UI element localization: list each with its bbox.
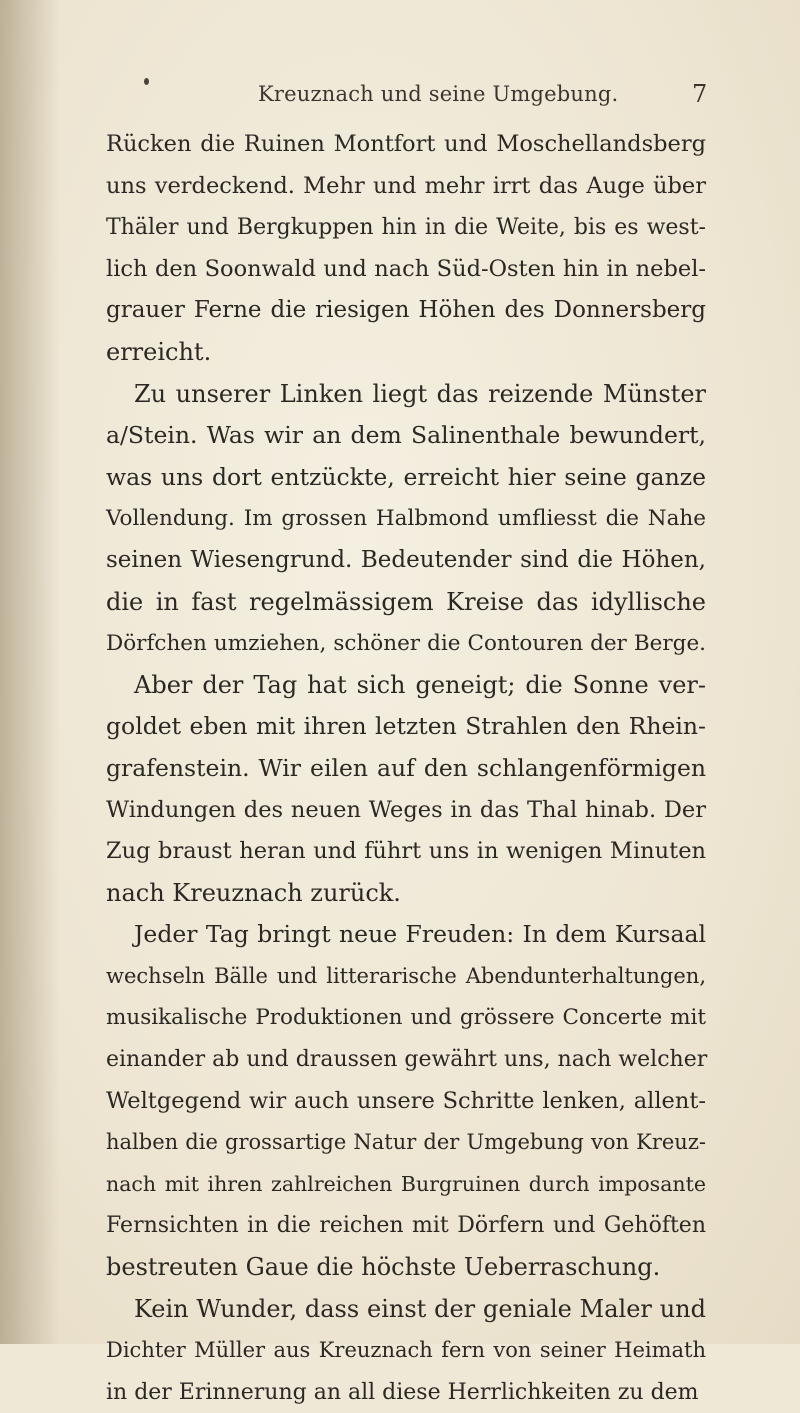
- text-line: Dichter Müller aus Kreuznach fern von seiner Heimath: [106, 1338, 706, 1363]
- text-line: was uns dort entzückte, erreicht hier seine ganze: [106, 462, 706, 491]
- text-line: erreicht.: [106, 337, 212, 366]
- text-line: Zug braust heran und führt uns in wenigen Minuten: [106, 838, 706, 865]
- text-line: Kein Wunder, dass einst der geniale Maler und: [134, 1294, 706, 1323]
- text-line: Thäler und Bergkuppen hin in die Weite, bis es west-: [106, 215, 706, 241]
- text-line: grafenstein. Wir eilen auf den schlangenförmigen: [106, 753, 706, 782]
- text-line: Jeder Tag bringt neue Freuden: In dem Kursaal: [134, 920, 706, 949]
- text-line: nach Kreuznach zurück.: [106, 878, 401, 907]
- text-line: Fernsichten in die reichen mit Dörfern und Gehöften: [106, 1213, 706, 1239]
- page-gutter-shadow: [0, 0, 60, 1344]
- page-header: [0, 82, 800, 112]
- text-line: halben die grossartige Natur der Umgebung von Kreuz-: [106, 1130, 706, 1155]
- text-line: Windungen des neuen Weges in das Thal hinab. Der: [106, 796, 706, 823]
- text-line: Weltgegend wir auch unsere Schritte lenken, allent-: [106, 1087, 706, 1114]
- page-number: 7: [692, 80, 708, 108]
- text-line: musikalische Produktionen und grössere Concerte mit: [106, 1005, 706, 1031]
- text-line: in der Erinnerung an all diese Herrlichkeiten zu dem: [106, 1379, 699, 1405]
- text-line: die in fast regelmässigem Kreise das idyllische: [106, 587, 706, 616]
- text-line: Aber der Tag hat sich geneigt; die Sonne ver-: [134, 670, 706, 699]
- text-line: einander ab und draussen gewährt uns, nach welcher: [106, 1047, 708, 1073]
- body-text: [106, 124, 706, 1413]
- running-head: Kreuznach und seine Umgebung.: [258, 82, 619, 106]
- text-line: seinen Wiesengrund. Bedeutender sind die Höhen,: [106, 546, 706, 573]
- text-line: goldet eben mit ihren letzten Strahlen den Rhein-: [106, 712, 706, 741]
- text-line: bestreuten Gaue die höchste Ueberraschung.: [106, 1253, 661, 1282]
- text-line: a/Stein. Was wir an dem Salinenthale bewundert,: [106, 421, 706, 450]
- text-line: nach mit ihren zahlreichen Burgruinen durch imposante: [106, 1171, 706, 1196]
- text-line: wechseln Bälle und litterarische Abendunterhaltungen,: [106, 963, 706, 988]
- text-line: lich den Soonwald und nach Süd-Osten hin in nebel-: [106, 255, 706, 282]
- text-line: uns verdeckend. Mehr und mehr irrt das Auge über: [106, 172, 706, 199]
- text-line: grauer Ferne die riesigen Höhen des Donnersberg: [106, 297, 706, 324]
- text-line: Zu unserer Linken liegt das reizende Münster: [134, 379, 706, 408]
- text-line: Vollendung. Im grossen Halbmond umfliesst die Nahe: [106, 506, 706, 532]
- text-line: Dörfchen umziehen, schöner die Contouren der Berge.: [106, 631, 706, 657]
- text-line: Rücken die Ruinen Montfort und Moschellandsberg: [106, 131, 706, 157]
